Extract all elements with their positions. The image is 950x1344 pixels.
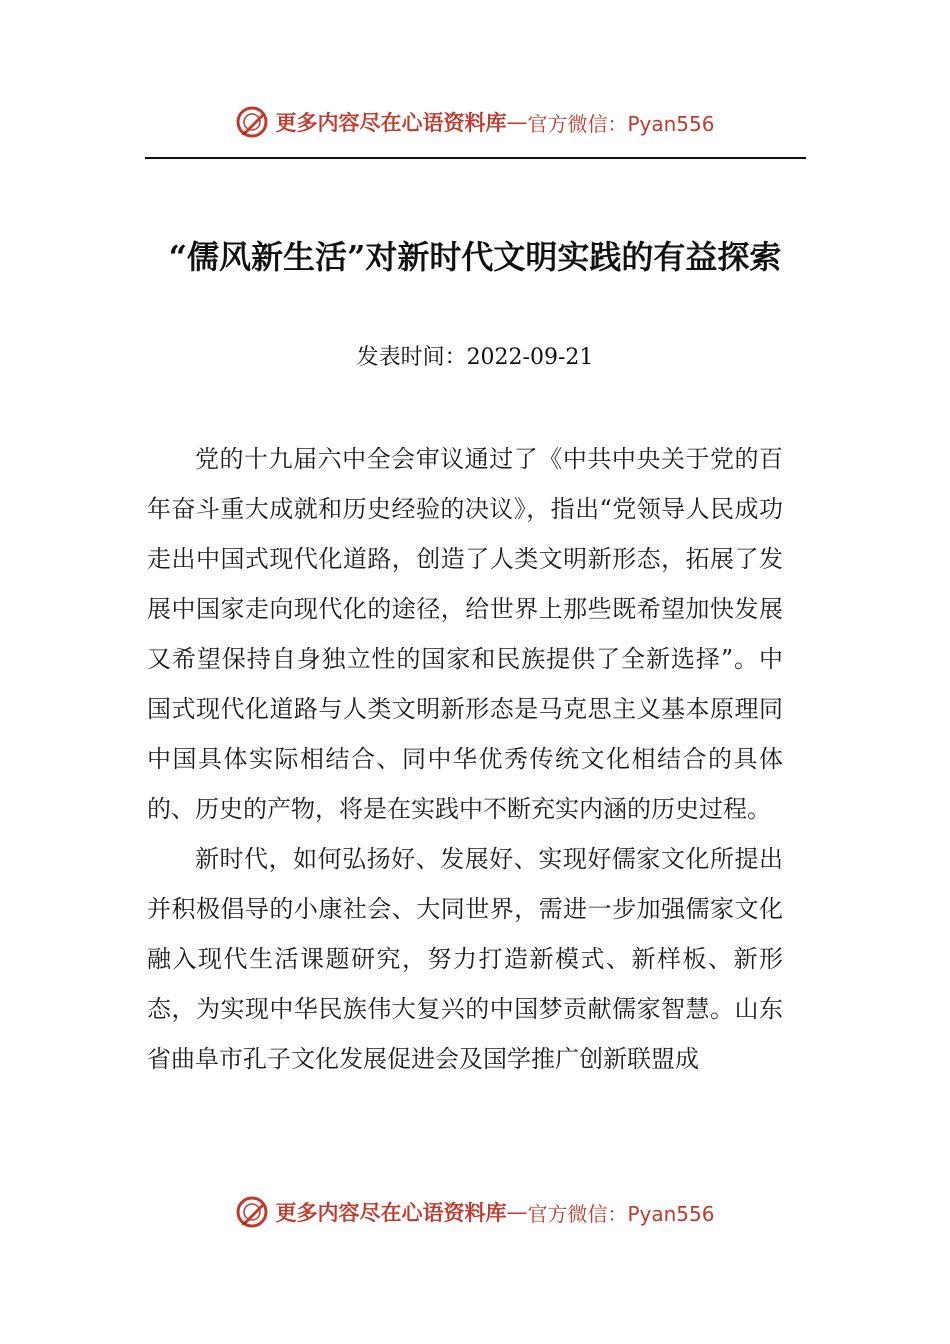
document-title: “儒风新生活”对新时代文明实践的有益探索 [168, 238, 782, 276]
watermark-brand: 更多内容尽在心语资料库 [275, 110, 507, 135]
paragraph: 党的十九届六中全会审议通过了《中共中央关于党的百年奋斗重大成就和历史经验的决议》，指出“党领导人民成功走出中国式现代化道路，创造了人类文明新形态，拓展了发展中国家走向现代化的途径，给世界上那些既希望加快发展又希望保持自身独立性的国家和民族提供了全新选择”。中国式现代化道路与人类文明新形态是马克思主义基本原理同中国具体实际相结合、同中华优秀传统文化相结合的具体的、历史的产物，将是在实践中不断充实内涵的历史过程。 [147, 445, 783, 823]
document-body [147, 434, 783, 1084]
seal-pen-logo-icon [235, 105, 269, 139]
watermark-separator: — [506, 1200, 528, 1224]
watermark-brand: 更多内容尽在心语资料库 [275, 1200, 507, 1225]
paragraph: 新时代，如何弘扬好、发展好、实现好儒家文化所提出并积极倡导的小康社会、大同世界，需进一步加强儒家文化融入现代生活课题研究，努力打造新模式、新样板、新形态，为实现中华民族伟大复兴的中国梦贡献儒家智慧。山东省曲阜市孔子文化发展促进会及国学推广创新联盟成 [147, 845, 783, 1073]
watermark-wechat: 官方微信：Pyan556 [527, 111, 715, 136]
header-divider [145, 157, 806, 159]
seal-pen-logo-icon [235, 1195, 269, 1229]
footer-watermark [0, 1190, 950, 1234]
publish-date: 发表时间：2022-09-21 [356, 345, 594, 370]
watermark-separator: — [506, 110, 528, 134]
header-watermark [0, 100, 950, 144]
watermark-wechat: 官方微信：Pyan556 [527, 1201, 715, 1226]
